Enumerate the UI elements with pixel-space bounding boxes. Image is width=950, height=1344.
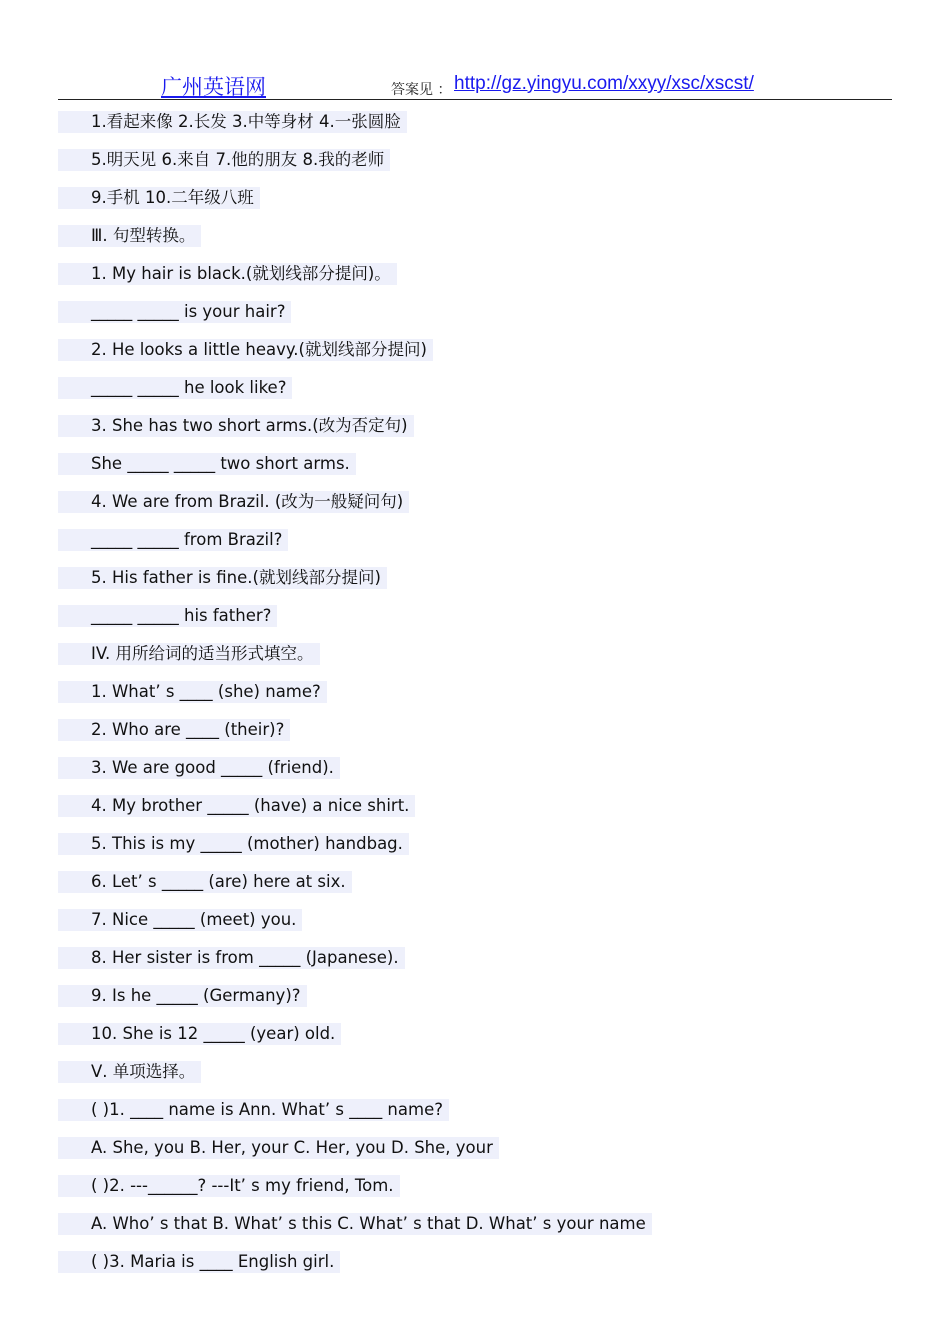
line-text: 5.明天见 6.来自 7.他的朋友 8.我的老师 — [58, 149, 390, 171]
line-text: 4. My brother _____ (have) a nice shirt. — [58, 795, 415, 817]
line-text: ( )1. ____ name is Ann. What’ s ____ name? — [58, 1099, 449, 1121]
line-text: Ⅴ. 单项选择。 — [58, 1061, 201, 1083]
text-line — [58, 339, 892, 377]
line-text: She _____ _____ two short arms. — [58, 453, 356, 475]
text-line — [58, 985, 892, 1023]
line-text: 6. Let’ s _____ (are) here at six. — [58, 871, 352, 893]
text-line — [58, 187, 892, 225]
text-line — [58, 301, 892, 339]
line-text: 1. What’ s ____ (she) name? — [58, 681, 327, 703]
line-text: _____ _____ he look like? — [58, 377, 292, 399]
text-line — [58, 909, 892, 947]
text-line — [58, 681, 892, 719]
text-line — [58, 415, 892, 453]
line-text: 2. Who are ____ (their)? — [58, 719, 290, 741]
text-line — [58, 1251, 892, 1289]
text-line — [58, 111, 892, 149]
answer-url-link[interactable]: http://gz.yingyu.com/xxyy/xsc/xscst/ — [454, 73, 754, 94]
text-line — [58, 529, 892, 567]
worksheet-body — [58, 111, 892, 1289]
line-text: 3. She has two short arms.(改为否定句) — [58, 415, 414, 437]
text-line — [58, 947, 892, 985]
line-text: 5. This is my _____ (mother) handbag. — [58, 833, 409, 855]
text-line — [58, 1137, 892, 1175]
text-line — [58, 1023, 892, 1061]
line-text: _____ _____ from Brazil? — [58, 529, 288, 551]
text-line — [58, 567, 892, 605]
line-text: 1.看起来像 2.长发 3.中等身材 4.一张圆脸 — [58, 111, 407, 133]
line-text: 9.手机 10.二年级八班 — [58, 187, 260, 209]
line-text: 3. We are good _____ (friend). — [58, 757, 340, 779]
text-line — [58, 871, 892, 909]
line-text: 5. His father is fine.(就划线部分提问) — [58, 567, 387, 589]
text-line — [58, 757, 892, 795]
line-text: ( )3. Maria is ____ English girl. — [58, 1251, 340, 1273]
line-text: 10. She is 12 _____ (year) old. — [58, 1023, 341, 1045]
text-line — [58, 833, 892, 871]
section-heading — [58, 225, 892, 263]
line-text: _____ _____ his father? — [58, 605, 277, 627]
line-text: _____ _____ is your hair? — [58, 301, 291, 323]
text-line — [58, 453, 892, 491]
line-text: IV. 用所给词的适当形式填空。 — [58, 643, 320, 665]
line-text: 9. Is he _____ (Germany)? — [58, 985, 307, 1007]
section-heading — [58, 643, 892, 681]
text-line — [58, 1175, 892, 1213]
line-text: A. She, you B. Her, your C. Her, you D. She, your — [58, 1137, 499, 1159]
page-header — [58, 68, 892, 100]
text-line — [58, 377, 892, 415]
text-line — [58, 1099, 892, 1137]
line-text: ( )2. ---______? ---It’ s my friend, Tom. — [58, 1175, 400, 1197]
line-text: 4. We are from Brazil. (改为一般疑问句) — [58, 491, 409, 513]
section-heading — [58, 1061, 892, 1099]
answer-label: 答案见 ： — [391, 82, 452, 98]
site-name-link[interactable]: 广州英语网 — [161, 75, 266, 99]
text-line — [58, 149, 892, 187]
text-line — [58, 263, 892, 301]
text-line — [58, 605, 892, 643]
line-text: 1. My hair is black.(就划线部分提问)。 — [58, 263, 397, 285]
line-text: 8. Her sister is from _____ (Japanese). — [58, 947, 405, 969]
line-text: A. Who’ s that B. What’ s this C. What’ s that D. What’ s your name — [58, 1213, 652, 1235]
text-line — [58, 1213, 892, 1251]
line-text: 7. Nice _____ (meet) you. — [58, 909, 302, 931]
line-text: Ⅲ. 句型转换。 — [58, 225, 201, 247]
line-text: 2. He looks a little heavy.(就划线部分提问) — [58, 339, 433, 361]
text-line — [58, 719, 892, 757]
text-line — [58, 491, 892, 529]
text-line — [58, 795, 892, 833]
